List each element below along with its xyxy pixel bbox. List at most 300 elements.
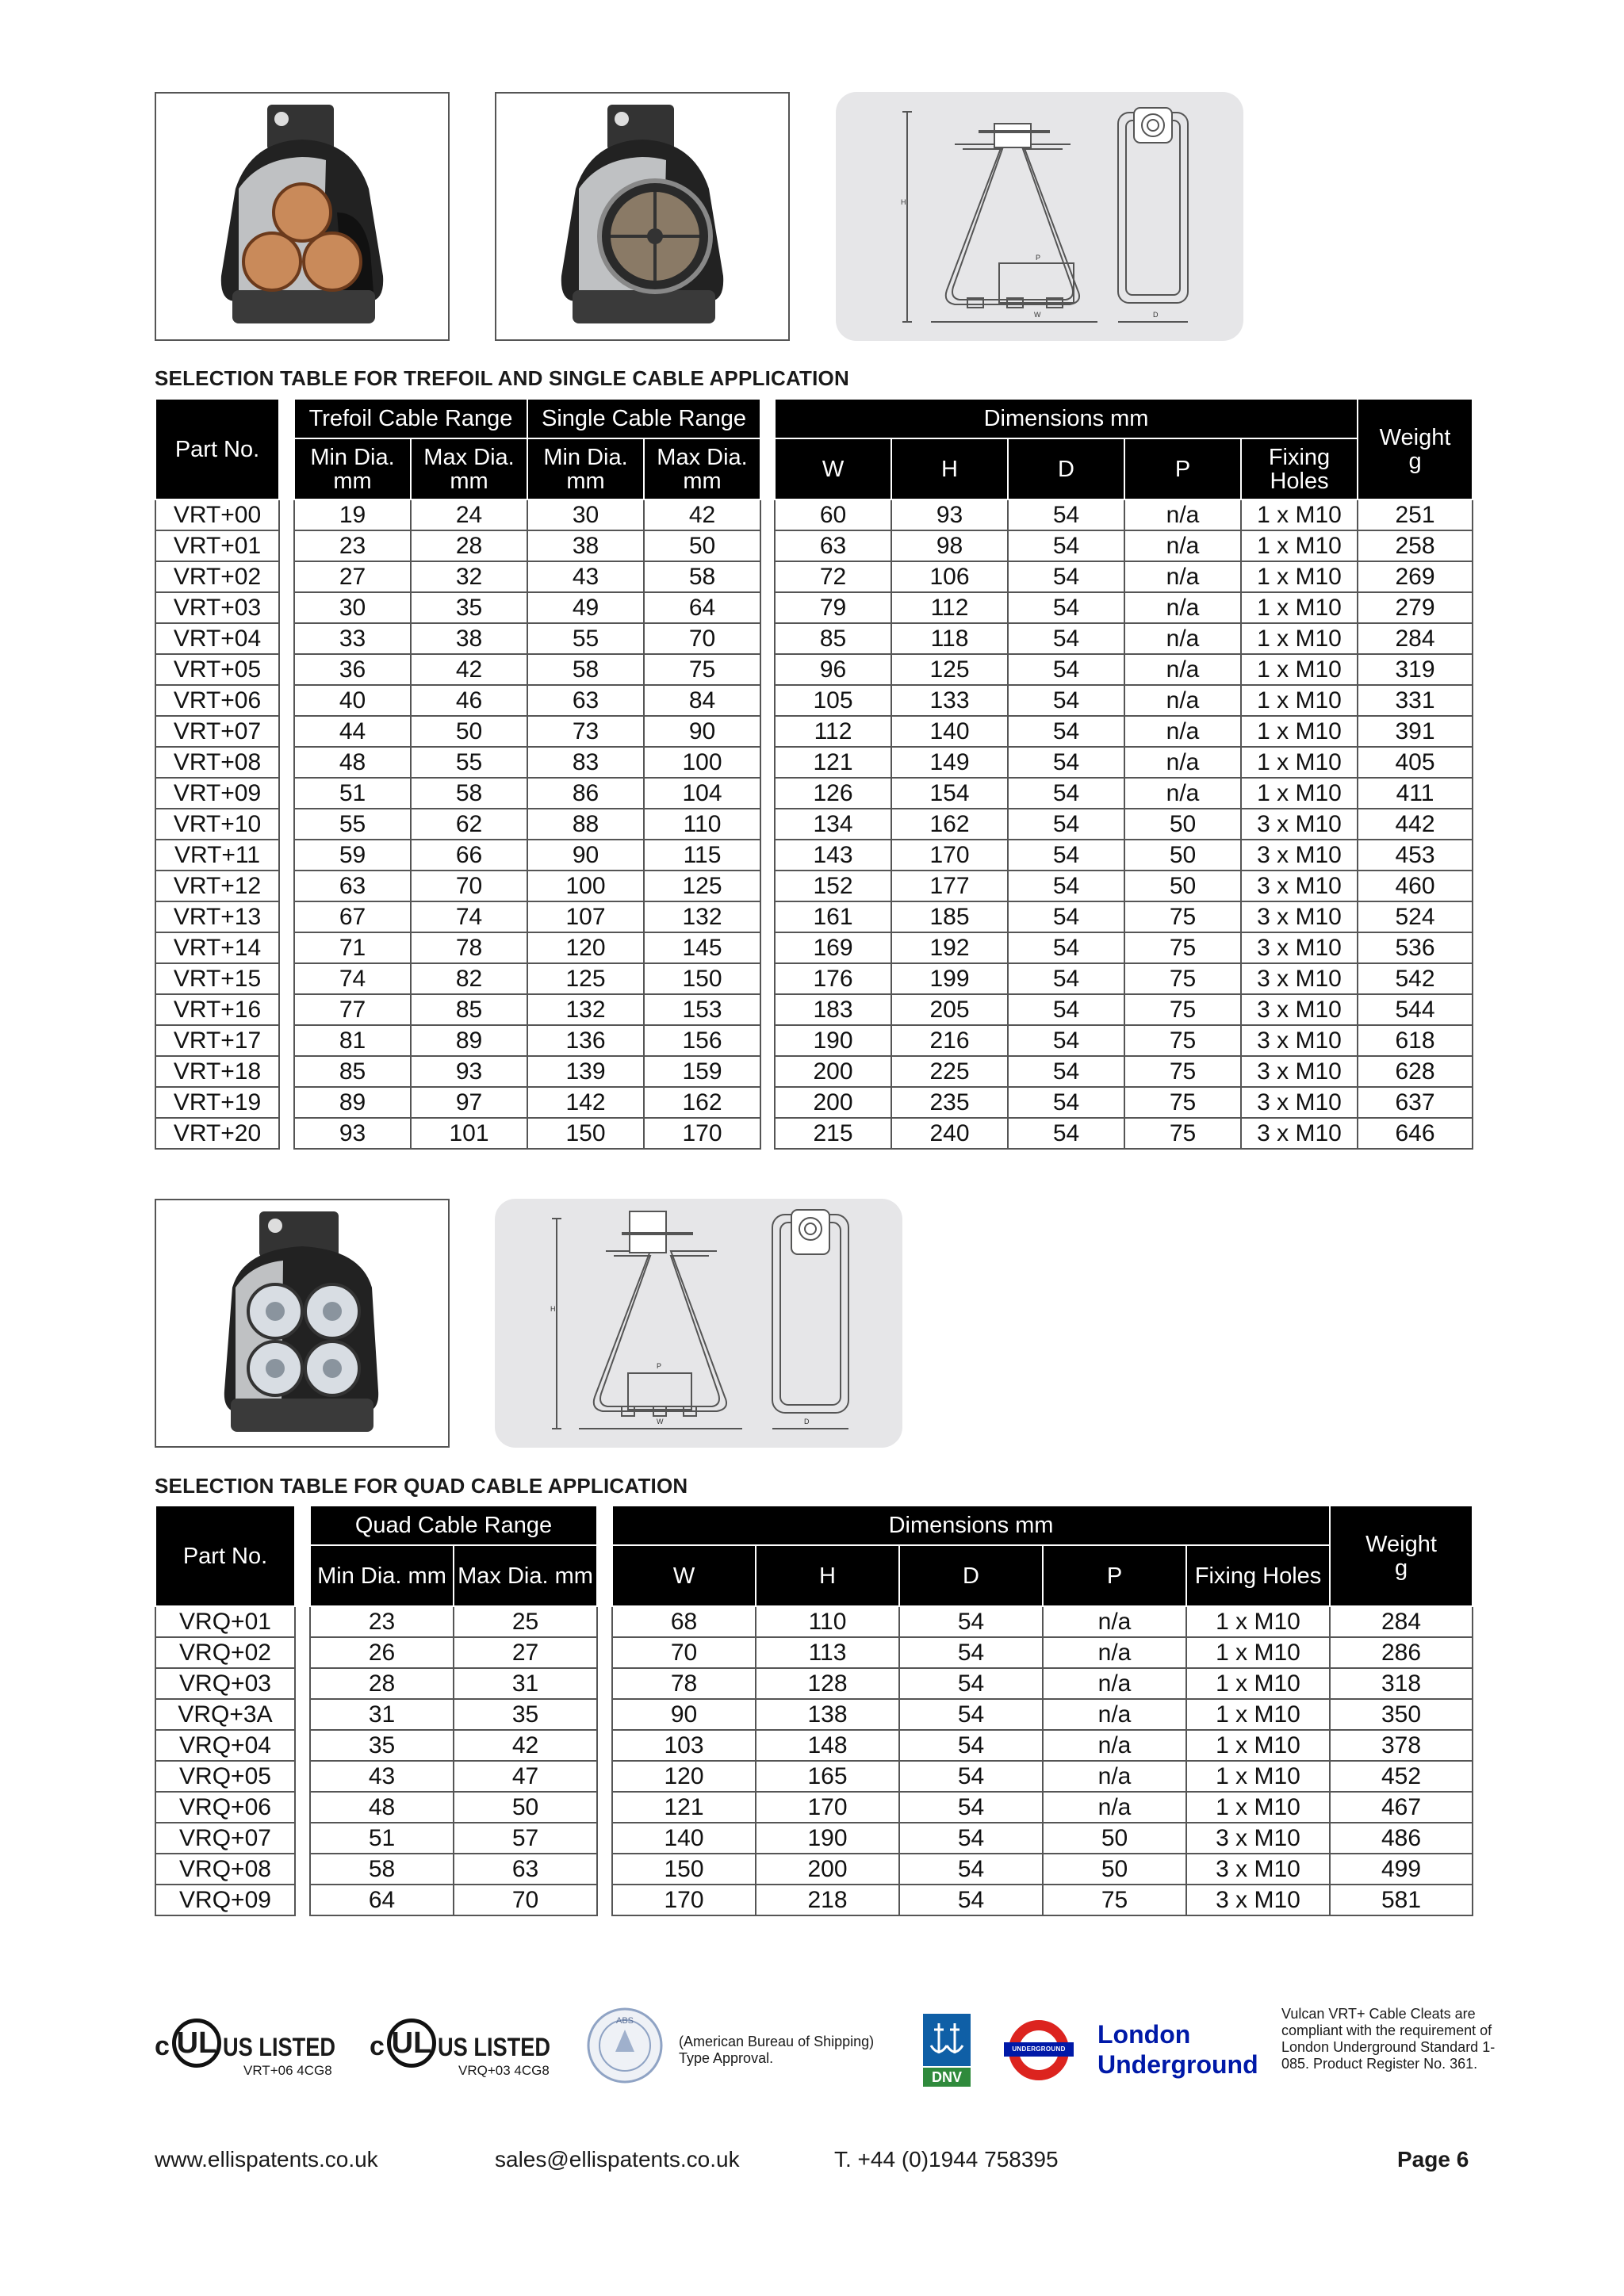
table-cell: 140: [612, 1823, 756, 1854]
table-cell: 1 x M10: [1186, 1761, 1330, 1792]
table-cell: 30: [294, 592, 411, 623]
table-cell: 19: [294, 499, 411, 530]
table-row: [310, 1792, 597, 1823]
table-row: [155, 685, 279, 716]
table-cell: 70: [454, 1885, 597, 1915]
london-underground-compliance-note: Vulcan VRT+ Cable Cleats are compliant with the requirement of London Underground Standard 1-085. Product Register No. 361.: [1281, 2006, 1496, 2072]
table-cell: 38: [527, 530, 644, 561]
w-header: W: [775, 438, 891, 499]
table-cell: 113: [756, 1637, 899, 1668]
table-cell: 318: [1330, 1668, 1473, 1699]
table-row: [775, 1056, 1473, 1087]
table-cell: 138: [756, 1699, 899, 1730]
table-cell: 581: [1330, 1885, 1473, 1915]
table-cell: 54: [899, 1885, 1043, 1915]
table-cell: 133: [891, 685, 1008, 716]
trefoil-range-table: [293, 398, 761, 1150]
table-cell: 460: [1358, 871, 1473, 901]
table-cell: 3 x M10: [1241, 809, 1358, 840]
table-cell: 55: [527, 623, 644, 654]
table-cell: 3 x M10: [1241, 1118, 1358, 1149]
table-cell: VRT+17: [155, 1025, 279, 1056]
table-cell: 70: [644, 623, 760, 654]
table-cell: 200: [775, 1087, 891, 1118]
quad-dimensions-header: Dimensions mm: [612, 1506, 1330, 1545]
table-cell: 391: [1358, 716, 1473, 747]
table-row: [310, 1668, 597, 1699]
table-cell: 1 x M10: [1241, 654, 1358, 685]
table-cell: 48: [310, 1792, 454, 1823]
table-cell: 85: [294, 1056, 411, 1087]
table-row: [155, 654, 279, 685]
table-cell: 54: [1008, 778, 1124, 809]
table-row: [155, 1087, 279, 1118]
table-row: [294, 530, 760, 561]
table-row: [155, 778, 279, 809]
table-cell: 442: [1358, 809, 1473, 840]
table-cell: 38: [411, 623, 527, 654]
table-cell: n/a: [1124, 561, 1241, 592]
table-cell: VRT+19: [155, 1087, 279, 1118]
table-cell: 185: [891, 901, 1008, 932]
table-cell: 126: [775, 778, 891, 809]
table-cell: 107: [527, 901, 644, 932]
table-row: [775, 716, 1473, 747]
table-cell: 159: [644, 1056, 760, 1087]
table-cell: 50: [1043, 1823, 1186, 1854]
table-cell: VRQ+3A: [155, 1699, 295, 1730]
quad-p-dimension-label: P: [657, 1362, 662, 1370]
table-cell: 50: [1043, 1854, 1186, 1885]
table-cell: 3 x M10: [1241, 871, 1358, 901]
table-cell: 54: [899, 1606, 1043, 1637]
table-row: [294, 871, 760, 901]
table-cell: 23: [310, 1606, 454, 1637]
abs-seal-icon: [585, 2006, 665, 2085]
table-cell: VRT+16: [155, 994, 279, 1025]
table-cell: 112: [775, 716, 891, 747]
table-cell: n/a: [1124, 623, 1241, 654]
quad-part-no-header: Part No.: [155, 1506, 295, 1606]
table-row: [155, 716, 279, 747]
table-cell: VRT+00: [155, 499, 279, 530]
table-cell: 618: [1358, 1025, 1473, 1056]
table-row: [775, 561, 1473, 592]
table-cell: 88: [527, 809, 644, 840]
table-cell: 64: [310, 1885, 454, 1915]
table-cell: 54: [899, 1730, 1043, 1761]
table-cell: 75: [1043, 1885, 1186, 1915]
table-cell: 132: [527, 994, 644, 1025]
table-cell: VRT+10: [155, 809, 279, 840]
table-row: [310, 1699, 597, 1730]
table-cell: 46: [411, 685, 527, 716]
table-cell: 75: [1124, 901, 1241, 932]
w-dimension-label: W: [1034, 311, 1041, 319]
table-cell: 154: [891, 778, 1008, 809]
table-cell: 59: [294, 840, 411, 871]
table-cell: 50: [644, 530, 760, 561]
table-cell: 89: [294, 1087, 411, 1118]
table-row: [155, 1854, 295, 1885]
table-cell: 57: [454, 1823, 597, 1854]
table-cell: 200: [756, 1854, 899, 1885]
ul-listed-logo-2: [370, 2014, 568, 2085]
table-cell: 161: [775, 901, 891, 932]
table-cell: 3 x M10: [1241, 1087, 1358, 1118]
table-cell: 54: [1008, 901, 1124, 932]
table-cell: 121: [612, 1792, 756, 1823]
ul-circle-icon: [387, 2019, 436, 2068]
table-row: [612, 1885, 1473, 1915]
table-cell: 81: [294, 1025, 411, 1056]
table-row: [155, 1730, 295, 1761]
quad-dimensions-table: [611, 1505, 1473, 1916]
table-cell: 54: [1008, 994, 1124, 1025]
table-row: [775, 963, 1473, 994]
table-cell: n/a: [1043, 1792, 1186, 1823]
table-cell: 215: [775, 1118, 891, 1149]
table-cell: 125: [527, 963, 644, 994]
table-cell: 31: [310, 1699, 454, 1730]
underground-text: Underground: [1097, 2050, 1258, 2079]
table-cell: 1 x M10: [1241, 778, 1358, 809]
table-cell: 54: [1008, 809, 1124, 840]
table-row: [294, 1118, 760, 1149]
table-row: [612, 1668, 1473, 1699]
table-cell: 190: [756, 1823, 899, 1854]
table-cell: 286: [1330, 1637, 1473, 1668]
table-row: [294, 994, 760, 1025]
table-cell: 162: [644, 1087, 760, 1118]
table-row: [775, 530, 1473, 561]
table-row: [155, 1118, 279, 1149]
table-row: [155, 1792, 295, 1823]
h-header: H: [891, 438, 1008, 499]
h-dimension-label: H: [901, 198, 906, 206]
table-row: [155, 963, 279, 994]
table-cell: VRT+11: [155, 840, 279, 871]
table-row: [310, 1606, 597, 1637]
table-row: [294, 499, 760, 530]
table-cell: 42: [454, 1730, 597, 1761]
table-cell: 54: [1008, 963, 1124, 994]
table-cell: 205: [891, 994, 1008, 1025]
table-cell: 74: [294, 963, 411, 994]
table-cell: n/a: [1124, 499, 1241, 530]
table-cell: 319: [1358, 654, 1473, 685]
trefoil-part-table: [155, 398, 280, 1150]
abs-approval-text: (American Bureau of Shipping) Type Approval.: [679, 2034, 875, 2066]
table-cell: 42: [644, 499, 760, 530]
table-cell: 54: [1008, 1025, 1124, 1056]
table-cell: 55: [294, 809, 411, 840]
quad-d-dimension-label: D: [804, 1418, 810, 1425]
table-cell: VRQ+04: [155, 1730, 295, 1761]
table-cell: 54: [1008, 530, 1124, 561]
table-cell: 118: [891, 623, 1008, 654]
table-row: [294, 1025, 760, 1056]
footer-page-number: Page 6: [1397, 2147, 1469, 2172]
table-cell: 54: [1008, 871, 1124, 901]
table-cell: VRT+02: [155, 561, 279, 592]
table-cell: 105: [775, 685, 891, 716]
table-cell: 30: [527, 499, 644, 530]
table-row: [294, 623, 760, 654]
table-cell: n/a: [1124, 747, 1241, 778]
table-cell: 1 x M10: [1186, 1699, 1330, 1730]
table-row: [294, 1087, 760, 1118]
table-row: [310, 1823, 597, 1854]
dnv-logo: [923, 2014, 971, 2087]
single-cable-cleat-photo: [495, 92, 790, 341]
table-cell: 54: [1008, 499, 1124, 530]
table-cell: 75: [1124, 963, 1241, 994]
table-cell: 43: [310, 1761, 454, 1792]
table-cell: 58: [310, 1854, 454, 1885]
table-cell: 637: [1358, 1087, 1473, 1118]
table-cell: 51: [310, 1823, 454, 1854]
single-max-dia-header: Max Dia. mm: [644, 438, 760, 499]
table-cell: 58: [527, 654, 644, 685]
table-cell: 27: [294, 561, 411, 592]
ul-us-listed-text: US LISTED: [438, 2033, 551, 2061]
table-cell: 54: [899, 1823, 1043, 1854]
table-cell: VRQ+06: [155, 1792, 295, 1823]
ul-mark-text: UL: [176, 2026, 217, 2060]
table-row: [612, 1854, 1473, 1885]
ul-c-mark: c: [155, 2031, 170, 2061]
table-cell: 54: [1008, 840, 1124, 871]
table-cell: 96: [775, 654, 891, 685]
table-cell: 43: [527, 561, 644, 592]
table-cell: 134: [775, 809, 891, 840]
trefoil-cleat-drawing: [836, 92, 1243, 341]
table-row: [294, 592, 760, 623]
table-cell: 499: [1330, 1854, 1473, 1885]
table-row: [155, 1025, 279, 1056]
table-cell: 3 x M10: [1186, 1854, 1330, 1885]
table-row: [155, 623, 279, 654]
table-cell: 331: [1358, 685, 1473, 716]
table-cell: 54: [899, 1668, 1043, 1699]
single-min-dia-header: Min Dia. mm: [527, 438, 644, 499]
table-row: [155, 1056, 279, 1087]
table-cell: n/a: [1043, 1730, 1186, 1761]
table-cell: 1 x M10: [1241, 716, 1358, 747]
table-cell: 35: [310, 1730, 454, 1761]
table-cell: 646: [1358, 1118, 1473, 1149]
table-cell: 100: [527, 871, 644, 901]
table-cell: 121: [775, 747, 891, 778]
table-row: [155, 592, 279, 623]
table-cell: 73: [527, 716, 644, 747]
table-row: [155, 1823, 295, 1854]
table-row: [310, 1730, 597, 1761]
table-cell: 89: [411, 1025, 527, 1056]
footer-phone: T. +44 (0)1944 758395: [834, 2147, 1059, 2172]
table-row: [155, 1761, 295, 1792]
table-row: [310, 1761, 597, 1792]
table-row: [155, 809, 279, 840]
table-row: [155, 840, 279, 871]
table-row: [775, 994, 1473, 1025]
quad-range-header: Quad Cable Range: [310, 1506, 597, 1545]
table-row: [155, 994, 279, 1025]
quad-weight-header: Weight g: [1330, 1506, 1473, 1606]
table-cell: VRT+01: [155, 530, 279, 561]
table-cell: 58: [644, 561, 760, 592]
table-cell: VRT+12: [155, 871, 279, 901]
table-cell: 284: [1358, 623, 1473, 654]
table-cell: 405: [1358, 747, 1473, 778]
table-cell: n/a: [1043, 1668, 1186, 1699]
ul-listed-logo-1: [155, 2014, 353, 2085]
table-cell: 125: [891, 654, 1008, 685]
table-row: [775, 623, 1473, 654]
table-row: [775, 1025, 1473, 1056]
table-cell: 1 x M10: [1186, 1730, 1330, 1761]
table-cell: 28: [310, 1668, 454, 1699]
table-cell: VRQ+08: [155, 1854, 295, 1885]
ul-mark-text: UL: [391, 2026, 432, 2060]
single-range-header: Single Cable Range: [527, 399, 760, 438]
table-cell: 125: [644, 871, 760, 901]
table-cell: 85: [775, 623, 891, 654]
table-cell: 79: [775, 592, 891, 623]
table-cell: 170: [644, 1118, 760, 1149]
table-cell: 54: [1008, 1087, 1124, 1118]
dnv-anchor-icon: [923, 2014, 971, 2066]
table-cell: 42: [411, 654, 527, 685]
table-cell: 150: [644, 963, 760, 994]
table-cell: 58: [411, 778, 527, 809]
table-row: [775, 592, 1473, 623]
dnv-text: DNV: [923, 2068, 971, 2087]
table-cell: 524: [1358, 901, 1473, 932]
table-cell: 152: [775, 871, 891, 901]
table-cell: 176: [775, 963, 891, 994]
ul-us-listed-text: US LISTED: [223, 2033, 336, 2061]
table-cell: 90: [612, 1699, 756, 1730]
table-cell: 1 x M10: [1241, 499, 1358, 530]
table-cell: 63: [775, 530, 891, 561]
table-cell: 240: [891, 1118, 1008, 1149]
quad-max-dia-header: Max Dia. mm: [454, 1545, 597, 1606]
p-dimension-label: P: [1036, 254, 1041, 262]
table-cell: 148: [756, 1730, 899, 1761]
table-cell: 23: [294, 530, 411, 561]
table-cell: n/a: [1043, 1699, 1186, 1730]
footer-email[interactable]: sales@ellispatents.co.uk: [495, 2147, 740, 2172]
table-row: [775, 747, 1473, 778]
table-cell: 50: [411, 716, 527, 747]
table-row: [155, 1606, 295, 1637]
table-cell: 3 x M10: [1186, 1823, 1330, 1854]
table-cell: 71: [294, 932, 411, 963]
table-cell: 50: [1124, 840, 1241, 871]
table-cell: 74: [411, 901, 527, 932]
table-cell: VRT+03: [155, 592, 279, 623]
table-cell: 218: [756, 1885, 899, 1915]
table-row: [775, 1087, 1473, 1118]
table-cell: VRT+14: [155, 932, 279, 963]
table-cell: 140: [891, 716, 1008, 747]
table-cell: 54: [1008, 592, 1124, 623]
footer-website[interactable]: www.ellispatents.co.uk: [155, 2147, 378, 2172]
table-cell: 93: [294, 1118, 411, 1149]
table-cell: n/a: [1124, 654, 1241, 685]
table-cell: n/a: [1124, 530, 1241, 561]
table-cell: 542: [1358, 963, 1473, 994]
table-cell: 139: [527, 1056, 644, 1087]
table-cell: 97: [411, 1087, 527, 1118]
table-cell: 60: [775, 499, 891, 530]
trefoil-range-header: Trefoil Cable Range: [294, 399, 527, 438]
table-cell: 32: [411, 561, 527, 592]
table-row: [155, 1885, 295, 1915]
table-cell: 3 x M10: [1241, 994, 1358, 1025]
table-cell: VRQ+02: [155, 1637, 295, 1668]
trefoil-min-dia-header: Min Dia. mm: [294, 438, 411, 499]
table-cell: 63: [294, 871, 411, 901]
table-row: [775, 499, 1473, 530]
ul-c-mark: c: [370, 2031, 385, 2061]
table-cell: 54: [1008, 561, 1124, 592]
table-cell: 350: [1330, 1699, 1473, 1730]
table-cell: 104: [644, 778, 760, 809]
table-row: [775, 809, 1473, 840]
table-cell: 120: [612, 1761, 756, 1792]
table-cell: 54: [1008, 932, 1124, 963]
table-cell: 82: [411, 963, 527, 994]
table-row: [612, 1606, 1473, 1637]
d-header: D: [1008, 438, 1124, 499]
quad-d-header: D: [899, 1545, 1043, 1606]
table-cell: VRT+09: [155, 778, 279, 809]
table-cell: 24: [411, 499, 527, 530]
table-row: [294, 561, 760, 592]
table-cell: 83: [527, 747, 644, 778]
table-cell: 33: [294, 623, 411, 654]
table-cell: 115: [644, 840, 760, 871]
table-cell: 1 x M10: [1241, 623, 1358, 654]
table-row: [775, 901, 1473, 932]
table-cell: 3 x M10: [1241, 1056, 1358, 1087]
part-no-header: Part No.: [155, 399, 279, 499]
table-cell: 110: [756, 1606, 899, 1637]
table-cell: 54: [1008, 747, 1124, 778]
table-row: [775, 654, 1473, 685]
table-row: [775, 778, 1473, 809]
table-cell: 62: [411, 809, 527, 840]
table-cell: 54: [1008, 623, 1124, 654]
table-row: [310, 1637, 597, 1668]
table-cell: 143: [775, 840, 891, 871]
table-cell: 67: [294, 901, 411, 932]
table-cell: 63: [454, 1854, 597, 1885]
table-cell: 54: [899, 1854, 1043, 1885]
table-cell: 190: [775, 1025, 891, 1056]
table-cell: 70: [612, 1637, 756, 1668]
table-cell: 50: [1124, 809, 1241, 840]
table-cell: 199: [891, 963, 1008, 994]
table-row: [155, 1668, 295, 1699]
table-cell: 72: [775, 561, 891, 592]
table-row: [612, 1637, 1473, 1668]
table-row: [612, 1823, 1473, 1854]
svg-text:ABS: ABS: [615, 2016, 634, 2026]
